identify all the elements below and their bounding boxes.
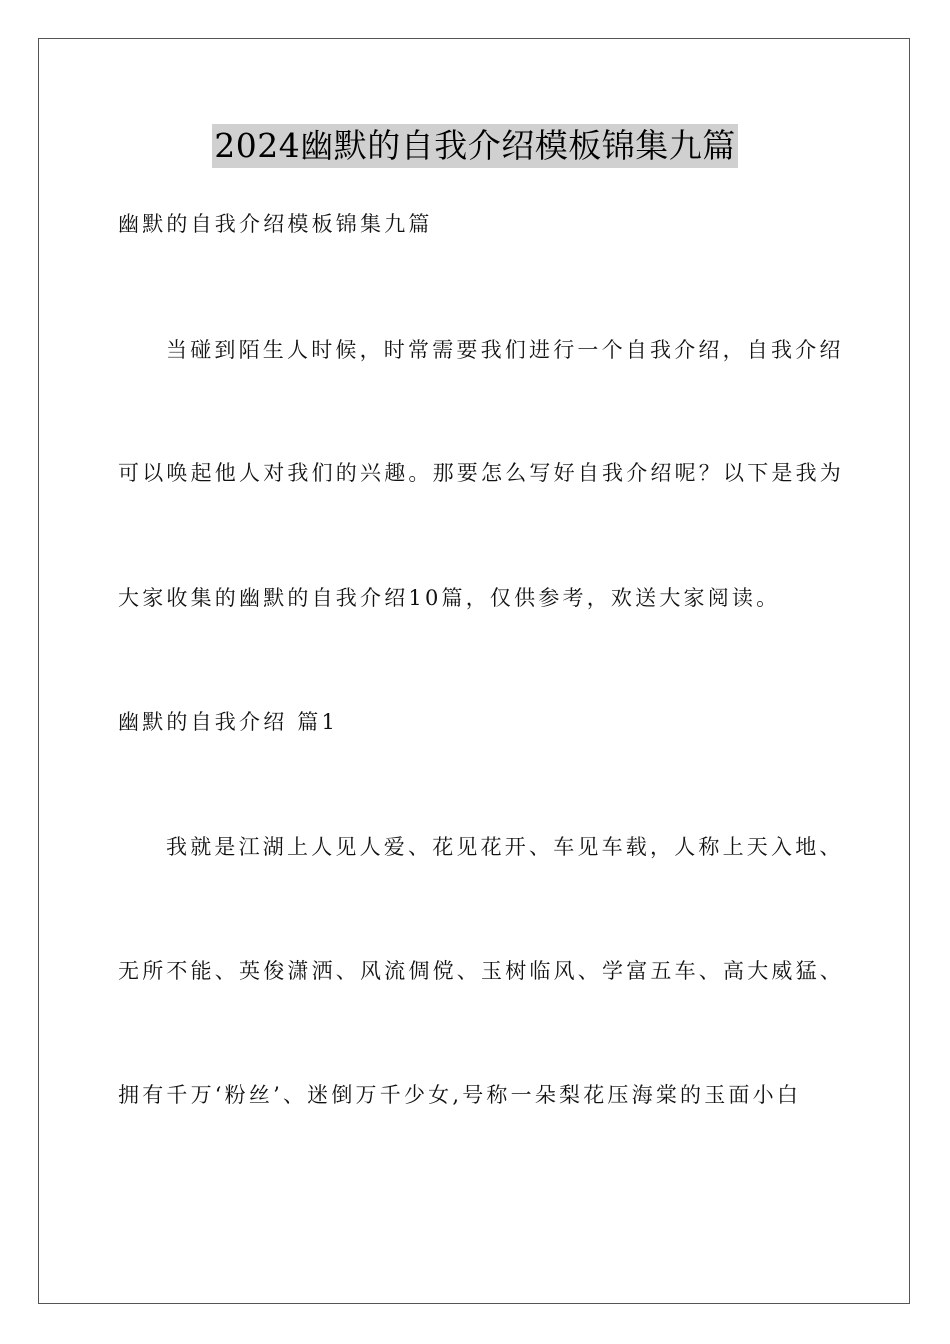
title-container: [0, 124, 950, 168]
paragraph-line-4: 我就是江湖上人见人爱、花见花开、车见车载，人称上天入地、: [166, 835, 844, 859]
subtitle-line: 幽默的自我介绍模板锦集九篇: [118, 212, 433, 236]
document-title: 2024幽默的自我介绍模板锦集九篇: [212, 124, 737, 168]
paragraph-line-1: 当碰到陌生人时候，时常需要我们进行一个自我介绍，自我介绍: [166, 338, 844, 362]
paragraph-line-2: 可以唤起他人对我们的兴趣。那要怎么写好自我介绍呢？以下是我为: [118, 461, 844, 485]
paragraph-line-5: 无所不能、英俊潇洒、风流倜傥、玉树临风、学富五车、高大威猛、: [118, 959, 844, 983]
paragraph-line-3: 大家收集的幽默的自我介绍10篇，仅供参考，欢送大家阅读。: [118, 586, 781, 610]
paragraph-line-6: 拥有千万‘粉丝’、迷倒万千少女,号称一朵梨花压海棠的玉面小白: [118, 1083, 802, 1107]
section-heading: 幽默的自我介绍 篇1: [118, 710, 339, 734]
